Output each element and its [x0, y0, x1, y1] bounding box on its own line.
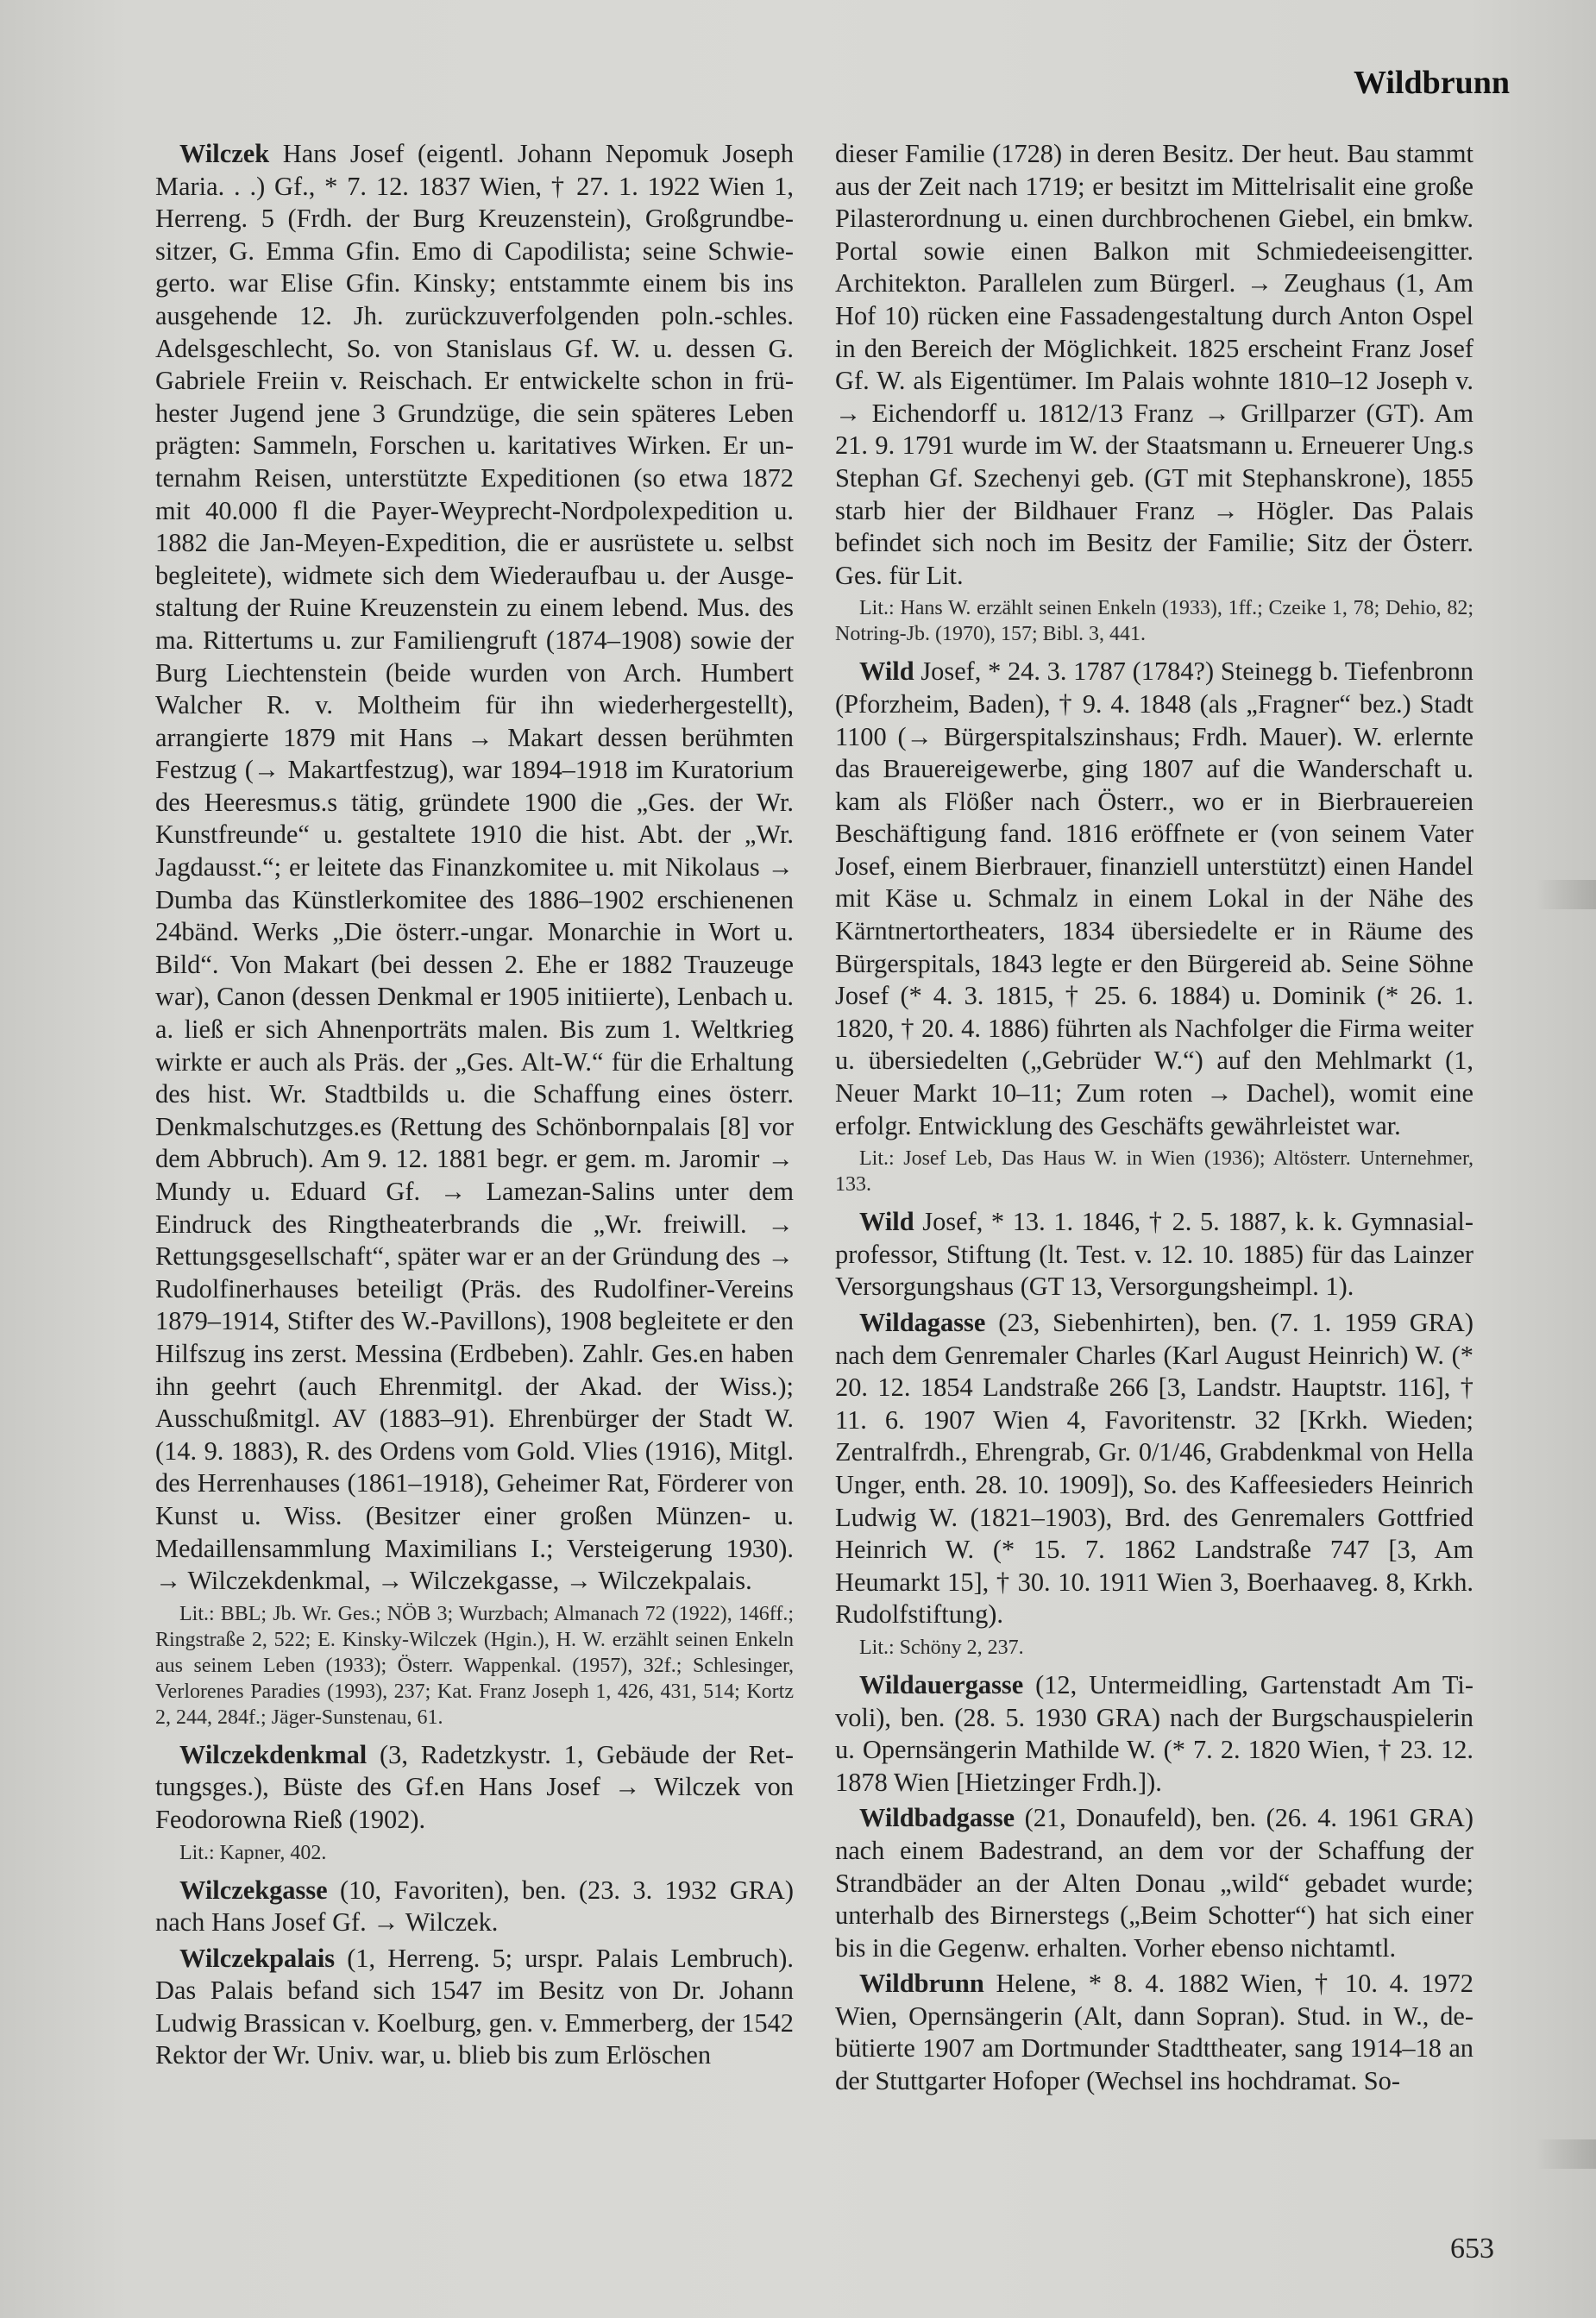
entry-continuation	[835, 138, 1473, 592]
running-head: Wildbrunn	[1354, 65, 1510, 101]
headword: Wild	[859, 656, 914, 687]
headword: Wildbrunn	[859, 1969, 984, 1999]
headword: Wilczekpalais	[179, 1943, 336, 1973]
left-column	[155, 138, 794, 2076]
entry-wildagasse	[835, 1307, 1473, 1631]
page-edge-shadow	[1536, 880, 1596, 909]
headword: Wild	[859, 1207, 914, 1237]
literature-note: Lit.: Josef Leb, Das Haus W. in Wien (1936); Altösterr. Unternehmer, 133.	[835, 1147, 1473, 1197]
entry-text: (10, Favoriten), ben. (23. 3. 1932 GRA) nach Hans Josef Gf. → Wilczek.	[155, 1875, 794, 1938]
entry-wildbrunn	[835, 1968, 1473, 2097]
entry-wilczek	[155, 138, 794, 1598]
entry-text: Helene, * 8. 4. 1882 Wien, † 10. 4. 1972 Wien, Opernsängerin (Alt, dann Sopran). Stud. in W., debütierte 1907 am Dortmunder Stadttheater, sang 1914–18 an der Stuttgarter Hofoper (Wechsel ins hochdramat. So-	[835, 1969, 1473, 2096]
entry-text: (23, Siebenhirten), ben. (7. 1. 1959 GRA) nach dem Genremaler Charles (Karl August Heinrich) W. (* 20. 12. 1854 Landstraße 266 [3, Landstr. Hauptstr. 116], † 11. 6. 1907 Wien 4, Favoritenstr. 32 [Krkh. Wieden; Zentralfrdh., Ehrengrab, Gr. 0/1/46, Grabdenkmal von Hella Unger, enth. 28. 10. 1909]), So. des Kaffeesieders Heinrich Ludwig W. (1821–1903), Brd. des Genremalers Gottfried Heinrich W. (* 15. 7. 1862 Landstraße 747 [3, Am Heumarkt 15], † 30. 10. 1911 Wien 3, Boerhaaveg. 8, Krkh. Rudolfstiftung).	[835, 1308, 1473, 1630]
literature-note: Lit.: Kapner, 402.	[179, 1841, 327, 1864]
headword: Wilczekgasse	[179, 1875, 328, 1905]
entry-text: (3, Radetzkystr. 1, Gebäude der Rettungsges.), Büste des Gf.en Hans Josef → Wilczek von Feodorowna Rieß (1902).	[155, 1739, 794, 1834]
entry-wilczekgasse	[155, 1875, 794, 1939]
entry-wildauergasse	[835, 1669, 1473, 1799]
entry-text: Hans Josef (eigentl. Johann Nepomuk Joseph Maria. . .) Gf., * 7. 12. 1837 Wien, † 27. 1. 1922 Wien 1, Herreng. 5 (Frdh. der Burg Kreuzenstein), Großgrundbesitzer, G. Emma Gfin. Emo di Capodilista; seine Schwiegerto. war Elise Gfin. Kinsky; entstammte einem bis ins ausgehende 12. Jh. zurückzuverfolgenden poln.-schles. Adelsgeschlecht, So. von Stanislaus Gf. W. u. dessen G. Gabriele Freiin v. Reischach. Er entwickelte schon in frühester Jugend jene 3 Grundzüge, die sein späteres Leben prägten: Sammeln, Forschen u. karitatives Wirken. Er unternahm Reisen, unterstützte Expeditionen (so etwa 1872 mit 40.000 fl die Payer-Weyprecht-Nordpolexpedition u. 1882 die Jan-Meyen-Expedition, die er ausrüstete u. selbst begleitete), widmete sich dem Wiederaufbau u. der Ausgestaltung der Ruine Kreuzenstein zu einem lebend. Mus. des ma. Rittertums u. zur Familiengruft (1874–1908) sowie der Burg Liechtenstein (beide wurden von Arch. Humbert Walcher R. v. Moltheim für ihn wiederhergestellt), arrangierte 1879 mit Hans → Makart dessen berühmten Festzug (→ Makartfestzug), war 1894–1918 im Kuratorium des Heeresmus.s tätig, gründete 1900 die „Ges. der Wr. Kunstfreunde“ u. gestaltete 1910 die hist. Abt. der „Wr. Jagdausst.“; er leitete das Finanzkomitee u. mit Nikolaus → Dumba das Künstlerkomitee des 1886–1902 erschienenen 24bänd. Werks „Die österr.-ungar. Monarchie in Wort u. Bild“. Von Makart (bei dessen 2. Ehe er 1882 Trauzeuge war), Canon (dessen Denkmal er 1905 initiierte), Lenbach u. a. ließ er sich Ahnenporträts malen. Bis zum 1. Weltkrieg wirkte er auch als Präs. der „Ges. Alt-W.“ für die Erhaltung des hist. Wr. Stadtbilds u. die Schaffung eines österr. Denkmalschutzges.es (Rettung des Schönbornpalais [8] vor dem Abbruch). Am 9. 12. 1881 begr. er gem. m. Jaromir → Mundy u. Eduard Gf. → Lamezan-Salins unter dem Eindruck des Ringtheaterbrands die „Wr. freiwill. → Rettungsgesellschaft“, später war er an der Gründung des → Rudolfinerhauses beteiligt (Präs. des Rudolfiner-Vereins 1879–1914, Stifter des W.-Pavillons), 1908 begleitete er den Hilfszug ins zerst. Messina (Erdbeben). Zahlr. Ges.en haben ihn geehrt (auch Ehrenmitgl. der Akad. der Wiss.); Ausschußmitgl. AV (1883–91). Ehrenbürger der Stadt W. (14. 9. 1883), R. des Ordens vom Gold. Vlies (1916), Mitgl. des Herrenhauses (1861–1918), Geheimer Rat, Förderer von Kunst u. Wiss. (Besitzer einer großen Münzen- u. Medaillensammlung Maximilians I.; Versteigerung 1930). → Wilczekdenkmal, → Wilczekgasse, → Wilczekpalais.	[155, 139, 794, 1596]
headword: Wilczekdenkmal	[179, 1739, 368, 1769]
literature-note: Lit.: Hans W. erzählt seinen Enkeln (1933), 1ff.; Czeike 1, 78; Dehio, 82; Notring-Jb. (1970), 157; Bibl. 3, 441.	[835, 597, 1473, 646]
entry-wild-josef-1787	[835, 656, 1473, 1142]
page-edge-shadow	[1536, 2139, 1596, 2169]
entry-text: (1, Herreng. 5; urspr. Palais Lembruch). Das Palais befand sich 1547 im Besitz von Dr. Johann Ludwig Brassican v. Koelburg, gen. v. Emmerberg, der 1542 Rektor der Wr. Univ. war, u. blieb bis zum Erlöschen	[155, 1943, 794, 2070]
headword: Wildauergasse	[859, 1669, 1024, 1699]
entry-text: Josef, * 13. 1. 1846, † 2. 5. 1887, k. k. Gymnasialprofessor, Stiftung (lt. Test. v. 12. 10. 1885) für das Lainzer Versorgungshaus (GT 13, Versorgungsheimpl. 1).	[835, 1207, 1473, 1302]
page-number: 653	[1450, 2233, 1494, 2265]
entry-wildbadgasse	[835, 1802, 1473, 1964]
literature-note: Lit.: BBL; Jb. Wr. Ges.; NÖB 3; Wurzbach; Almanach 72 (1922), 146ff.; Ringstraße 2, 522; E. Kinsky-Wilczek (Hgin.), H. W. erzählt seinen Enkeln aus seinem Leben (1933); Österr. Wappenkal. (1957), 32f.; Schlesinger, Verlorenes Paradies (1993), 237; Kat. Franz Joseph 1, 426, 431, 514; Kortz 2, 244, 284f.; Jäger-Sunstenau, 61.	[155, 1602, 794, 1729]
headword: Wildagasse	[859, 1308, 986, 1337]
headword: Wildbadgasse	[859, 1803, 1015, 1833]
entry-text: (21, Donaufeld), ben. (26. 4. 1961 GRA) nach einem Badestrand, an dem vor der Schaffung der Strandbäder an der Alten Donau „wild“ gebadet wurde; unterhalb des Birnerstegs („Beim Schotter“) hat sich einer bis in die Gegenw. erhalten. Vorher ebenso nichtamtl.	[835, 1803, 1473, 1963]
entry-text: Josef, * 24. 3. 1787 (1784?) Steinegg b. Tiefenbronn (Pforzheim, Baden), † 9. 4. 1848 (als „Fragner“ bez.) Stadt 1100 (→ Bürgerspitalszinshaus; Frdh. Mauer). W. erlernte das Brauereigewerbe, ging 1807 auf die Wanderschaft u. kam als Flößer nach Österr., wo er in Bierbrauereien Beschäftigung fand. 1816 eröffnete er (von seinem Vater Josef, einem Bierbrauer, finanziell unterstützt) einen Handel mit Käse u. Schmalz in einem Lokal in der Nähe des Kärntnertortheaters, 1834 übersiedelte er in Räume des Bürgerspitals, 1843 legte er den Bürgereid ab. Seine Söhne Josef (* 4. 3. 1815, † 25. 6. 1884) u. Dominik (* 26. 1. 1820, † 20. 4. 1886) führten als Nachfolger die Firma weiter u. übersiedelten („Gebrüder W.“) auf den Mehlmarkt (1, Neuer Markt 10–11; Zum roten → Dachel), womit eine erfolgr. Entwicklung des Geschäfts gewährleistet war.	[835, 656, 1473, 1140]
entry-text: (12, Untermeidling, Gartenstadt Am Tivoli), ben. (28. 5. 1930 GRA) nach der Burgschauspielerin u. Opernsängerin Mathilde W. (* 7. 2. 1820 Wien, † 23. 12. 1878 Wien [Hietzinger Frdh.]).	[835, 1669, 1473, 1797]
entry-wilczekdenkmal	[155, 1739, 794, 1837]
entry-wilczekpalais	[155, 1943, 794, 2072]
entry-text: dieser Familie (1728) in deren Besitz. Der heut. Bau stammt aus der Zeit nach 1719; er besitzt im Mittelrisalit eine große Pilasterordnung u. einen durchbrochenen Giebel, ein bmkw. Portal sowie einen Balkon mit Schmiedeeisengitter. Architekton. Parallelen zum Bürgerl. → Zeughaus (1, Am Hof 10) rücken eine Fassadengestaltung durch Anton Ospel in den Bereich der Möglichkeit. 1825 erscheint Franz Josef Gf. W. als Eigentümer. Im Palais wohnte 1810–12 Joseph v. → Eichendorff u. 1812/13 Franz → Grillparzer (GT). Am 21. 9. 1791 wurde im W. der Staatsmann u. Erneuerer Ung.s Stephan Gf. Szechenyi geb. (GT mit Stephanskrone), 1855 starb hier der Bildhauer Franz → Högler. Das Palais befindet sich noch im Besitz der Familie; Sitz der Österr. Ges. für Lit.	[835, 139, 1473, 590]
literature-note: Lit.: Schöny 2, 237.	[859, 1636, 1024, 1659]
right-column	[835, 138, 1473, 2101]
headword: Wilczek	[179, 139, 270, 168]
entry-wild-josef-1846	[835, 1206, 1473, 1303]
